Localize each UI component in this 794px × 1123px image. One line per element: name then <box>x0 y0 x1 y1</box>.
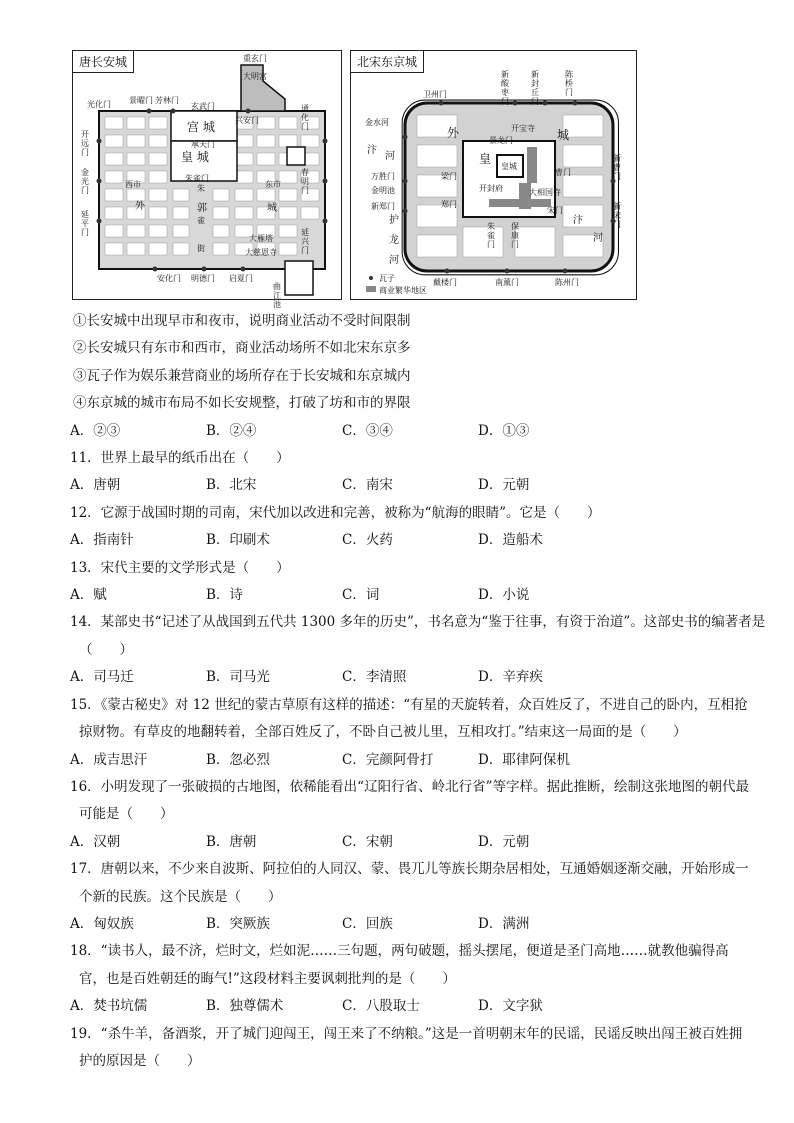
dongjing-map <box>350 50 637 300</box>
q11-stem: 11．世界上最早的纸币出在（ ） <box>70 450 290 467</box>
dongjing-label: 戴楼门 <box>433 278 457 287</box>
changan-label: 朱 <box>197 184 205 193</box>
option-c[interactable]: C．词 <box>342 587 380 604</box>
option-b[interactable]: B．唐朝 <box>206 833 257 850</box>
option-d[interactable]: D．元朝 <box>478 833 530 850</box>
changan-label: 城 <box>267 203 277 214</box>
option-d[interactable]: D．辛弃疾 <box>478 669 543 686</box>
svg-text:陈桥门: 陈桥门 <box>565 70 573 97</box>
option-c[interactable]: C．宋朝 <box>342 833 393 850</box>
option-d[interactable]: D．①③ <box>478 422 530 439</box>
option-a[interactable]: A．匈奴族 <box>70 915 134 932</box>
changan-label: 大雁塔 <box>249 234 273 243</box>
map-figure <box>70 50 640 309</box>
svg-text:延兴门: 延兴门 <box>301 228 309 255</box>
changan-label: 外 <box>135 201 145 212</box>
dongjing-label: 梁门 <box>441 172 457 181</box>
changan-label: 兴安门 <box>235 116 259 125</box>
changan-label: 启夏门 <box>229 274 253 283</box>
q18-options <box>70 993 760 1020</box>
changan-label: 承天门 <box>191 140 215 149</box>
changan-label: 大明宫 <box>243 72 267 81</box>
option-c[interactable]: C．火药 <box>342 532 393 549</box>
option-d[interactable]: D．元朝 <box>478 477 530 494</box>
wazi-legend-dot <box>369 276 373 280</box>
option-a[interactable]: A．唐朝 <box>70 477 121 494</box>
dongjing-label: 景龙门 <box>489 136 513 145</box>
q18-stem-cont: 官，也是百姓朝廷的晦气!”这段材料主要讽刺批判的是（ ） <box>79 970 456 987</box>
dongjing-label: 金明池 <box>371 186 395 195</box>
option-d[interactable]: D．小说 <box>478 587 530 604</box>
changan-label: 芳林门 <box>155 96 179 105</box>
svg-text:曲江池: 曲江池 <box>273 282 281 309</box>
option-b[interactable]: B．北宋 <box>206 477 257 494</box>
svg-text:开远门: 开远门 <box>81 130 89 157</box>
option-a[interactable]: A．成吉思汗 <box>70 751 148 768</box>
svg-text:新封丘门: 新封丘门 <box>531 70 539 106</box>
q16-stem: 16．小明发现了一张破损的古地图，依稀能看出“辽阳行省、岭北行省”等字样。据此推断，绘制这张地图的朝代最 <box>70 778 749 795</box>
dongjing-label: 万胜门 <box>371 172 395 181</box>
dongjing-label: 曹门 <box>555 168 571 177</box>
q15-stem-cont: 掠财物。有草皮的地翻转着，全部百姓反了，不卧自己被儿里，互相攻打。”结束这一局面的是（ ） <box>79 724 687 741</box>
option-c[interactable]: C．回族 <box>342 915 393 932</box>
dongjing-label: 开封府 <box>479 184 503 193</box>
dongjing-label: 南薰门 <box>495 278 519 287</box>
dongjing-label: 河 <box>389 255 399 266</box>
dongjing-label: 护 <box>389 215 399 226</box>
option-d[interactable]: D．满洲 <box>478 915 530 932</box>
q17-options <box>70 911 760 938</box>
svg-text:保康门: 保康门 <box>511 222 519 249</box>
option-a[interactable]: A．赋 <box>70 587 107 604</box>
changan-label: 重玄门 <box>243 54 267 63</box>
svg-text:新酸枣门: 新酸枣门 <box>501 70 509 106</box>
changan-map <box>72 50 342 309</box>
dongjing-label: 皇 <box>479 152 492 166</box>
option-b[interactable]: B．②④ <box>206 422 257 439</box>
q12-stem: 12．它源于战国时期的司南，宋代加以改进和完善，被称为“航海的眼睛”。它是（ ） <box>70 504 601 521</box>
changan-label: 郭 <box>197 203 207 214</box>
option-c[interactable]: C．李清照 <box>342 669 407 686</box>
question-text <box>70 308 766 1075</box>
q18-stem: 18．“读书人，最不济，烂时文，烂如泥……三句题，两句破题，摇头摆尾，便道是圣门高地……就教他骗得高 <box>70 943 729 960</box>
dongjing-label: 河 <box>593 233 603 244</box>
dongjing-legend-wazi: 瓦子 <box>379 274 395 283</box>
q19-stem-cont: 护的原因是（ ） <box>79 1052 201 1069</box>
q14-options <box>70 664 760 691</box>
option-b[interactable]: B．忽必烈 <box>206 751 270 768</box>
changan-label: 宫 城 <box>187 120 215 134</box>
svg-text:朱雀门: 朱雀门 <box>487 222 495 249</box>
changan-label: 皇 城 <box>181 150 209 164</box>
dongjing-label: 汴 <box>367 145 377 156</box>
q19-stem: 19．“杀牛羊，备酒浆，开了城门迎闯王，闯王来了不纳粮。”这是一首明朝末年的民谣，民谣反映出闯王被百姓拥 <box>70 1025 743 1042</box>
q11-options <box>70 472 760 499</box>
svg-text:春明门: 春明门 <box>301 168 309 195</box>
dongjing-label: 龙 <box>389 235 399 246</box>
changan-label: 东市 <box>265 180 281 189</box>
changan-label: 大慈恩寺 <box>245 248 277 257</box>
changan-map-title: 唐长安城 <box>73 51 134 73</box>
dongjing-label: 陈州门 <box>555 278 579 287</box>
statement-2: ②长安城只有东市和西市，商业活动场所不如北宋东京多 <box>73 340 411 357</box>
qujiang-corner <box>285 261 313 295</box>
q15-options <box>70 747 760 774</box>
q13-stem: 13．宋代主要的文学形式是（ ） <box>70 559 290 576</box>
option-b[interactable]: B．独尊儒术 <box>206 998 284 1015</box>
dongjing-label: 汴 <box>573 215 583 226</box>
dongjing-label: 皇城 <box>501 162 517 171</box>
changan-label: 西市 <box>125 180 141 189</box>
q17-stem-cont: 个新的民族。这个民族是（ ） <box>79 888 282 905</box>
changan-label: 景曜门 <box>129 96 153 105</box>
q17-stem: 17．唐朝以来，不少来自波斯、阿拉伯的人同汉、蒙、畏兀儿等族长期杂居相处，互通婚姻逐渐交融，开始形成一 <box>70 861 749 878</box>
option-b[interactable]: B．司马光 <box>206 669 270 686</box>
svg-text:新曹门: 新曹门 <box>613 154 621 181</box>
changan-label: 朱雀门 <box>185 174 209 183</box>
q16-options <box>70 829 760 856</box>
q10-options <box>70 418 760 445</box>
changan-label: 安化门 <box>157 274 181 283</box>
option-c[interactable]: C．③④ <box>342 422 393 439</box>
dongjing-label: 外 <box>447 126 460 140</box>
option-b[interactable]: B．突厥族 <box>206 915 270 932</box>
option-b[interactable]: B．诗 <box>206 587 243 604</box>
svg-text:新宋门: 新宋门 <box>613 202 621 229</box>
dongjing-label: 郑门 <box>441 200 457 209</box>
q12-options <box>70 527 760 554</box>
dongjing-label: 开宝寺 <box>511 124 535 133</box>
statement-1: ①长安城中出现早市和夜市，说明商业活动不受时间限制 <box>73 313 411 329</box>
dongjing-label: 卫州门 <box>423 90 447 99</box>
dongjing-label: 宋门 <box>547 206 563 215</box>
changan-label: 雀 <box>197 216 205 225</box>
dongjing-label: 城 <box>557 128 570 142</box>
changan-map-drawing <box>73 51 341 309</box>
option-a[interactable]: A．②③ <box>70 422 121 439</box>
option-d[interactable]: D．耶律阿保机 <box>478 751 570 768</box>
statement-4: ④东京城的城市布局不如长安规整，打破了坊和市的界限 <box>73 395 411 412</box>
q14-stem-cont: （ ） <box>79 641 133 658</box>
svg-text:通化门: 通化门 <box>301 104 309 131</box>
q16-stem-cont: 可能是（ ） <box>79 806 174 823</box>
dongjing-label: 大相国寺 <box>529 188 561 197</box>
option-d[interactable]: D．造船术 <box>478 532 543 549</box>
svg-text:金光门: 金光门 <box>81 168 89 195</box>
changan-label: 明德门 <box>191 274 215 283</box>
east-market-box <box>287 147 305 165</box>
dongjing-map-title: 北宋东京城 <box>351 51 424 73</box>
option-b[interactable]: B．印刷术 <box>206 532 270 549</box>
q15-stem: 15．《蒙古秘史》对 12 世纪的蒙古草原有这样的描述：“有星的天旋转着，众百姓反了，不进自己的卧内，互相抢 <box>70 696 748 713</box>
option-c[interactable]: C．南宋 <box>342 477 393 494</box>
option-a[interactable]: A．指南针 <box>70 532 134 549</box>
statement-3: ③瓦子作为娱乐兼营商业的场所存在于长安城和东京城内 <box>73 367 411 384</box>
dongjing-label: 金水河 <box>365 118 389 127</box>
option-c[interactable]: C．完颜阿骨打 <box>342 751 434 768</box>
option-d[interactable]: D．文字狱 <box>478 998 543 1015</box>
dongjing-map-drawing <box>351 51 636 299</box>
changan-label: 光化门 <box>87 100 111 109</box>
option-a[interactable]: A．汉朝 <box>70 833 121 850</box>
dongjing-legend-commerce: 商业繁华地区 <box>379 286 427 295</box>
changan-label: 街 <box>197 244 205 253</box>
option-a[interactable]: A．司马迁 <box>70 669 134 686</box>
dongjing-label: 新郑门 <box>371 202 395 211</box>
option-c[interactable]: C．八股取士 <box>342 998 420 1015</box>
option-a[interactable]: A．焚书坑儒 <box>70 998 148 1015</box>
changan-label: 玄武门 <box>191 102 215 111</box>
commerce-legend-swatch <box>366 286 376 292</box>
q13-options <box>70 582 760 609</box>
svg-text:延平门: 延平门 <box>81 210 89 237</box>
dongjing-label: 河 <box>385 151 395 162</box>
q14-stem: 14．某部史书“记述了从战国到五代共 1300 多年的历史”，书名意为“鉴于往事，有资于治道”。这部史书的编著者是 <box>70 614 766 631</box>
